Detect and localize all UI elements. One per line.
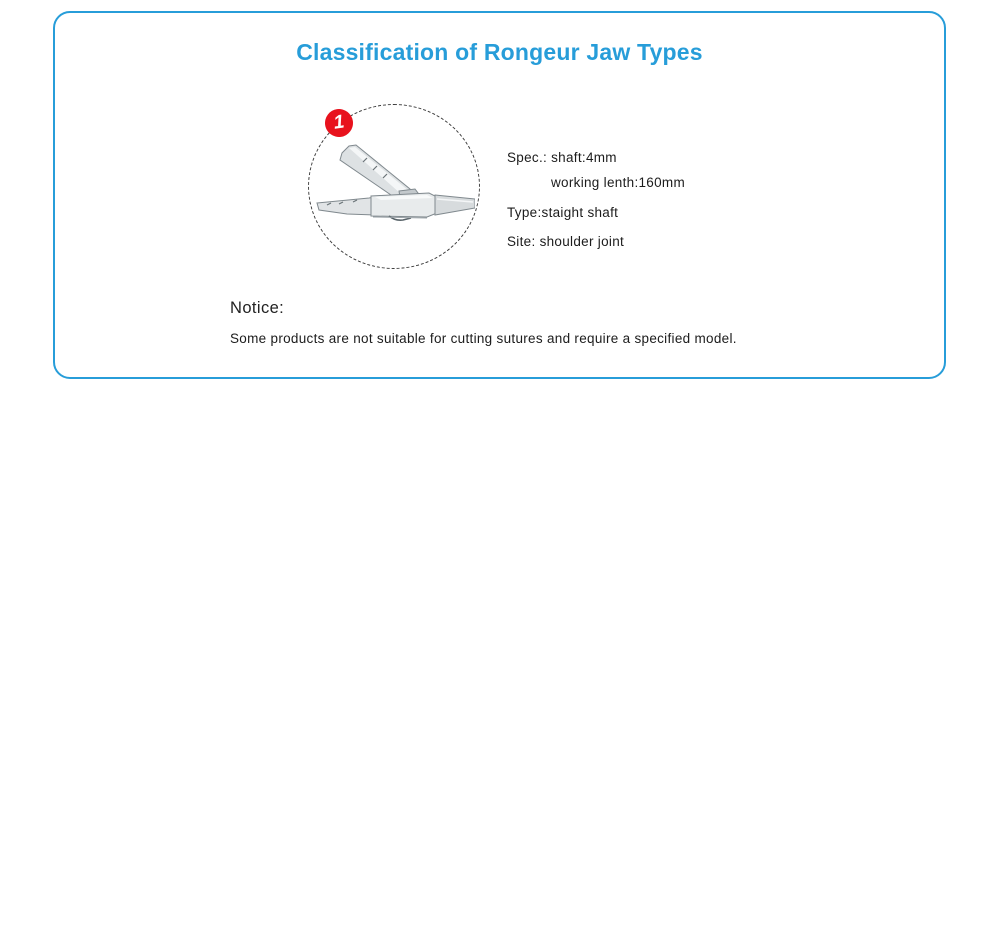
spec-type-line: Type:staight shaft [507,205,619,220]
spec-site-line: Site: shoulder joint [507,234,625,249]
notice-block [230,298,737,348]
notice-body-text: Some products are not suitable for cutting sutures and require a specified model. [230,331,737,346]
spec-shaft-line: Spec.: shaft:4mm [507,150,617,165]
item-number-label: 1 [332,111,346,134]
spec-block [507,149,685,251]
product-info-card [53,11,946,379]
spec-working-length-line: working lenth:160mm [551,175,686,190]
page-title: Classification of Rongeur Jaw Types [296,39,703,65]
notice-heading: Notice: [230,299,285,317]
